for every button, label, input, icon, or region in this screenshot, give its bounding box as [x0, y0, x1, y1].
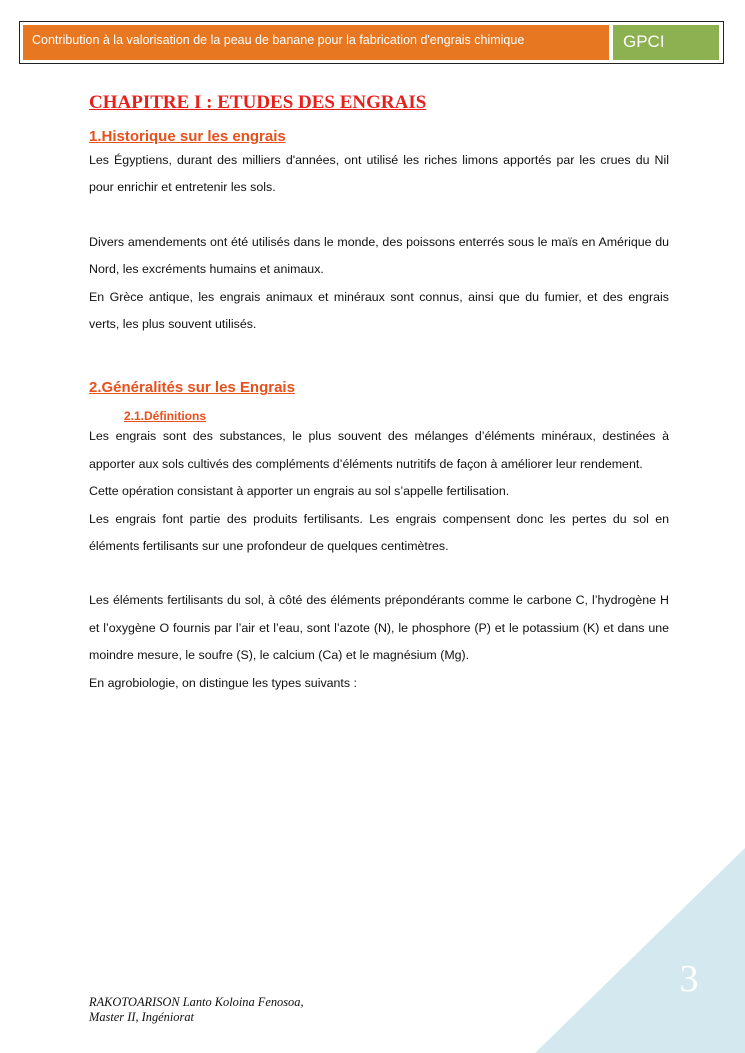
page-footer [89, 995, 304, 1025]
section-heading-generalites: 2.Généralités sur les Engrais [89, 379, 295, 397]
paragraph: Divers amendements ont été utilisés dans le monde, des poissons enterrés sous le maïs en Amérique du Nord, les excréments humains et animaux. [89, 234, 669, 277]
paragraph: En agrobiologie, on distingue les types suivants : [89, 675, 357, 690]
page-header [19, 21, 724, 64]
subsection-heading-definitions: 2.1.Définitions [124, 409, 207, 424]
paragraph: Les engrais sont des substances, le plus souvent des mélanges d’éléments minéraux, destinées à apporter aux sols cultivés des compléments d’éléments nutritifs de façon à améliorer leur rendement. [89, 429, 669, 471]
paragraph: Les éléments fertilisants du sol, à côté des éléments prépondérants comme le carbone C, l’hydrogène H et l’oxygène O fournis par l’air et l’eau, sont l’azote (N), le phosphore (P) et le potassium (K) et dans une moindre mesure, le soufre (S), le calcium (Ca) et le magnésium (Mg). [89, 593, 669, 663]
author-name: RAKOTOARISON Lanto Koloina Fenosoa, [89, 995, 304, 1009]
department-code-banner: GPCI [613, 25, 719, 60]
page-content [89, 90, 669, 697]
author-degree: Master II, Ingéniorat [89, 1010, 194, 1024]
chapter-title: CHAPITRE I : ETUDES DES ENGRAIS [89, 92, 427, 113]
paragraph: Les Égyptiens, durant des milliers d'années, ont utilisé les riches limons apportés par les crues du Nil pour enrichir et entretenir les sols. [89, 153, 669, 195]
corner-triangle-decoration [535, 848, 745, 1053]
paragraph: Cette opération consistant à apporter un engrais au sol s’appelle fertilisation. [89, 484, 510, 499]
page-number: 3 [679, 958, 699, 1000]
paragraph: En Grèce antique, les engrais animaux et minéraux sont connus, ainsi que du fumier, et des engrais verts, les plus souvent utilisés. [89, 289, 669, 332]
paragraph: Les engrais font partie des produits fertilisants. Les engrais compensent donc les pertes du sol en éléments fertilisants sur une profondeur de quelques centimètres. [89, 511, 669, 554]
section-heading-historique: 1.Historique sur les engrais [89, 128, 286, 145]
document-title-banner: Contribution à la valorisation de la peau de banane pour la fabrication d'engrais chimique [23, 25, 609, 60]
